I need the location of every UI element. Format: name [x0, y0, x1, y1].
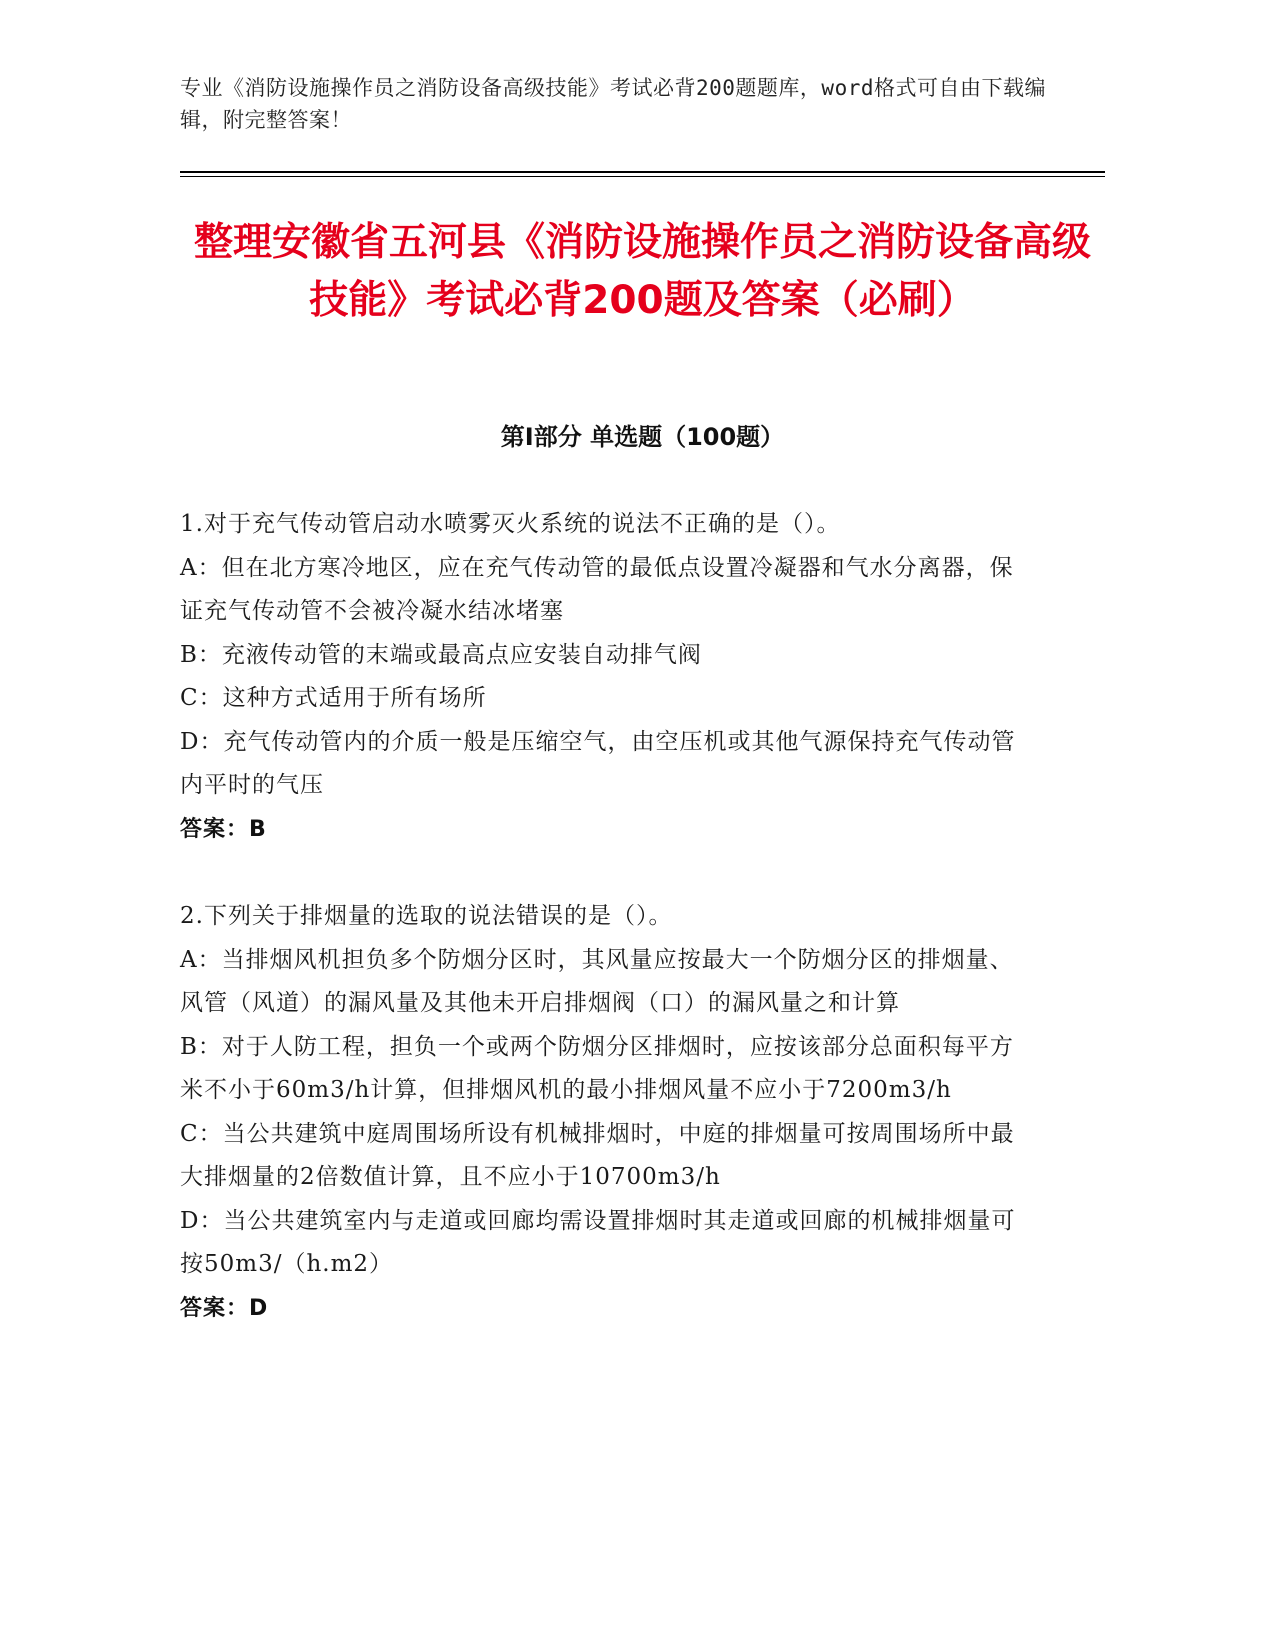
section-title: 第I部分 单选题（100题）: [500, 423, 785, 451]
option-b: B：对于人防工程，担负一个或两个防烟分区排烟时，应按该部分总面积每平方米不小于60m3/h计算，但排烟风机的最小排烟风量不应小于7200m3/h: [180, 1033, 1014, 1103]
option-d: D：充气传动管内的介质一般是压缩空气，由空压机或其他气源保持充气传动管内平时的气压: [180, 728, 1016, 798]
question-stem: 1.对于充气传动管启动水喷雾灭火系统的说法不正确的是（）。: [180, 511, 841, 537]
question-block: [180, 503, 1030, 851]
option-a: A：但在北方寒冷地区，应在充气传动管的最低点设置冷凝器和气水分离器，保证充气传动管不会被冷凝水结冰堵塞: [180, 554, 1014, 624]
question-stem: 2.下列关于排烟量的选取的说法错误的是（）。: [180, 903, 673, 929]
answer-label: 答案：D: [180, 1295, 269, 1321]
header-note: 专业《消防设施操作员之消防设备高级技能》考试必背200题题库，word格式可自由下载编辑，附完整答案！: [180, 76, 1046, 132]
question-block: [180, 895, 1030, 1330]
header-divider-thick: [180, 171, 1105, 173]
option-a: A：当排烟风机担负多个防烟分区时，其风量应按最大一个防烟分区的排烟量、风管（风道）的漏风量及其他未开启排烟阀（口）的漏风量之和计算: [180, 946, 1014, 1016]
option-c: C：当公共建筑中庭周围场所设有机械排烟时，中庭的排烟量可按周围场所中最大排烟量的2倍数值计算，且不应小于10700m3/h: [180, 1120, 1015, 1190]
option-d: D：当公共建筑室内与走道或回廊均需设置排烟时其走道或回廊的机械排烟量可按50m3/（h.m2）: [180, 1207, 1016, 1277]
answer-label: 答案：B: [180, 816, 267, 842]
document-title: 整理安徽省五河县《消防设施操作员之消防设备高级技能》考试必背200题及答案（必刷）: [193, 220, 1091, 323]
header-divider-thin: [180, 176, 1105, 177]
option-b: B：充液传动管的末端或最高点应安装自动排气阀: [180, 641, 702, 668]
option-c: C：这种方式适用于所有场所: [180, 685, 487, 711]
